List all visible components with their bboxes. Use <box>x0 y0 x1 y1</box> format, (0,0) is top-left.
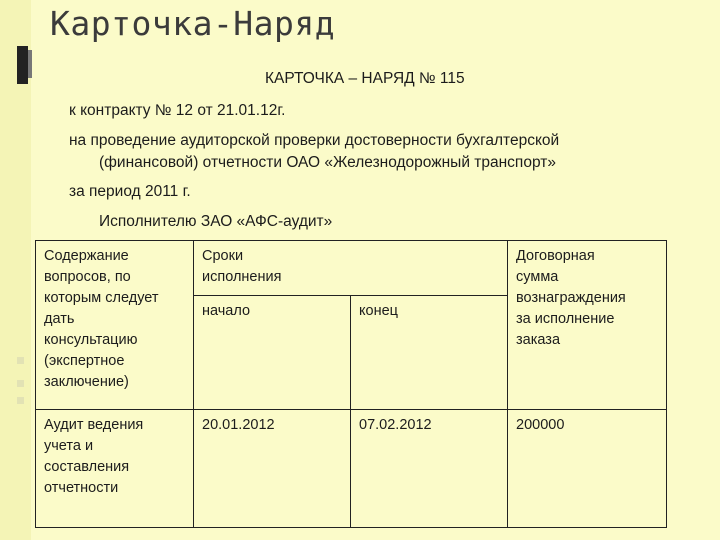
header-fee-line: за исполнение <box>516 311 615 327</box>
row-fee-amount: 200000 <box>516 417 565 433</box>
contract-reference: к контракту № 12 от 21.01.12г. <box>69 102 286 119</box>
purpose-line-1: на проведение аудиторской проверки достоверности бухгалтерской <box>69 132 560 149</box>
decorative-square <box>17 357 24 364</box>
row-question-cell <box>36 410 194 528</box>
header-fee-line: заказа <box>516 332 561 348</box>
header-start-label: начало <box>202 303 251 319</box>
header-end-cell <box>351 296 508 410</box>
table-header-row <box>36 241 667 296</box>
header-fee-line: Договорная <box>516 248 595 264</box>
header-fee-line: сумма <box>516 269 559 285</box>
row-start-cell <box>194 410 351 528</box>
header-questions-line: заключение) <box>44 374 129 390</box>
header-deadlines-line: исполнения <box>202 269 282 285</box>
header-questions-line: консультацию <box>44 332 138 348</box>
header-questions-line: Содержание <box>44 248 129 264</box>
row-question-line: составления <box>44 459 130 475</box>
slide-title: Карточка-Наряд <box>50 4 336 43</box>
row-start-date: 20.01.2012 <box>202 417 275 433</box>
header-fee-cell <box>508 241 667 410</box>
row-question-line: Аудит ведения <box>44 417 144 433</box>
header-end-label: конец <box>359 303 398 319</box>
executor-line: Исполнителю ЗАО «АФС-аудит» <box>99 213 333 230</box>
table-row <box>36 410 667 528</box>
period-line: за период 2011 г. <box>69 183 191 200</box>
decorative-square <box>17 397 24 404</box>
document-heading: КАРТОЧКА – НАРЯД № 115 <box>265 70 465 87</box>
row-end-date: 07.02.2012 <box>359 417 432 433</box>
row-question-line: отчетности <box>44 480 119 496</box>
purpose-line-2: (финансовой) отчетности ОАО «Железнодорожный транспорт» <box>99 154 556 171</box>
row-end-cell <box>351 410 508 528</box>
header-questions-line: которым следует <box>44 290 159 306</box>
row-question-line: учета и <box>44 438 94 454</box>
header-questions-cell <box>36 241 194 410</box>
row-fee-cell <box>508 410 667 528</box>
decorative-square <box>17 380 24 387</box>
header-deadlines-cell <box>194 241 508 296</box>
header-questions-line: (экспертное <box>44 353 125 369</box>
order-table <box>35 240 667 528</box>
header-fee-line: вознаграждения <box>516 290 626 306</box>
header-deadlines-line: Сроки <box>202 248 244 264</box>
header-start-cell <box>194 296 351 410</box>
header-questions-line: дать <box>44 311 75 327</box>
decorative-bar <box>17 46 28 84</box>
header-questions-line: вопросов, по <box>44 269 131 285</box>
decorative-bar-shadow <box>28 50 32 78</box>
